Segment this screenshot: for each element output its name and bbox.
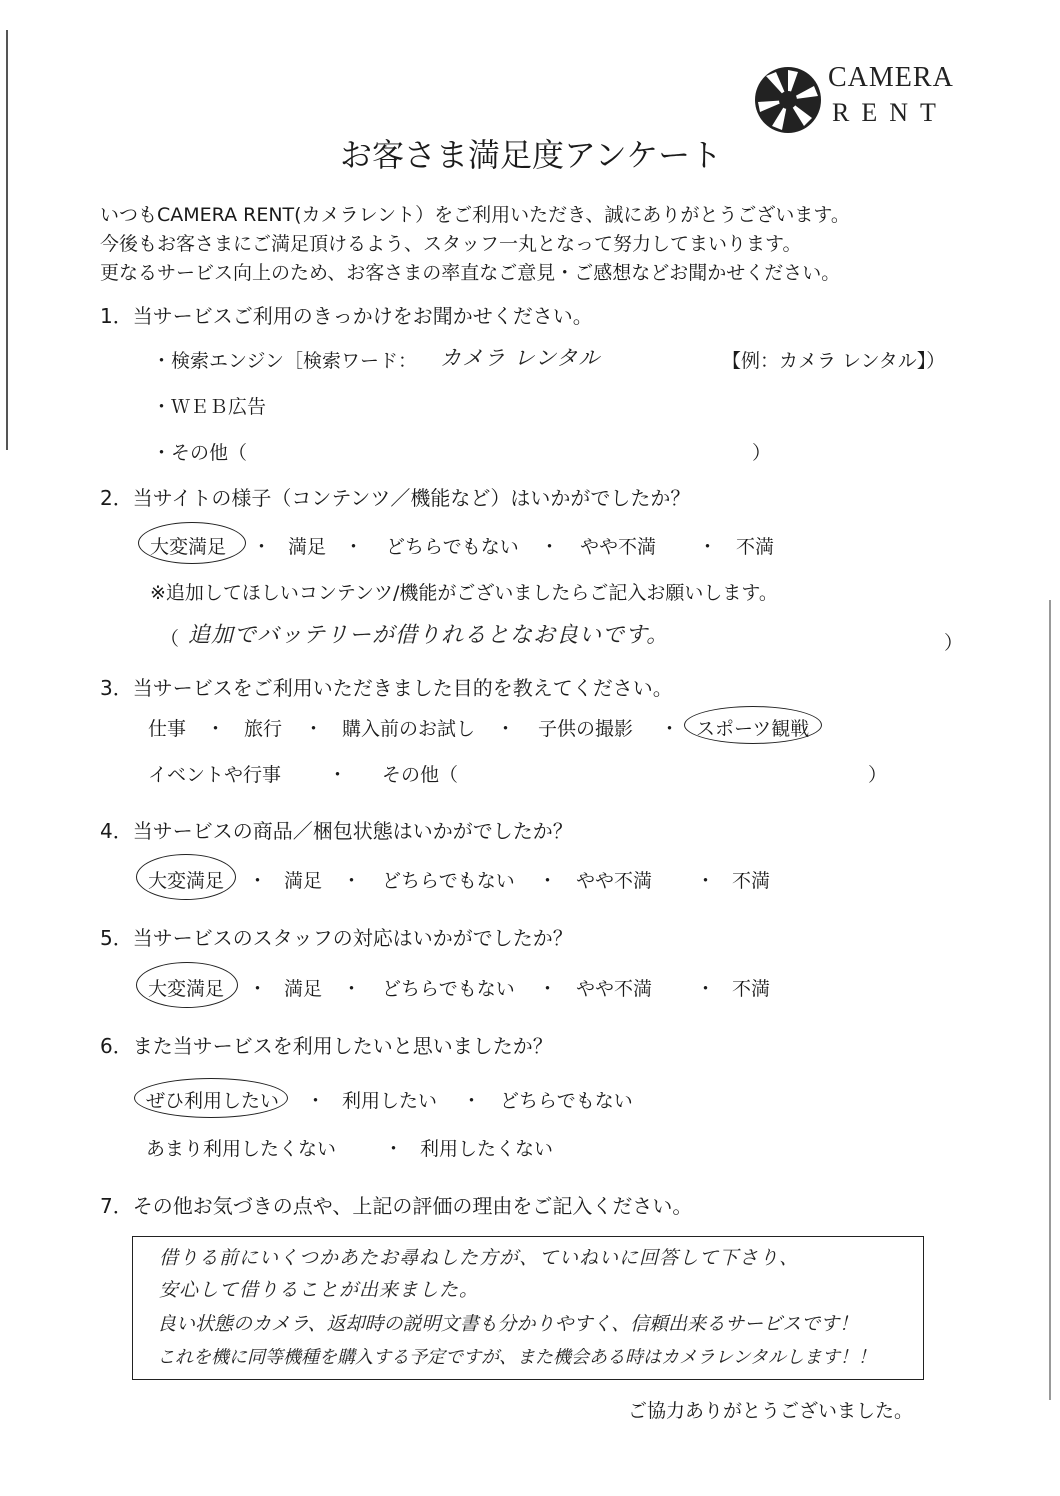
q3-sep-3: ・ bbox=[496, 718, 516, 740]
logo-brand-line1: CAMERA bbox=[828, 62, 954, 93]
q5-sep-1: ・ bbox=[248, 978, 268, 1000]
q1-option-web: ・ＷＥＢ広告 bbox=[152, 396, 267, 418]
q3-option-work: 仕事 bbox=[148, 718, 187, 740]
aperture-icon bbox=[752, 64, 824, 136]
q3-option-kids: 子供の撮影 bbox=[538, 718, 634, 740]
q4-sep-2: ・ bbox=[342, 870, 362, 892]
q2-option-neutral: どちらでもない bbox=[386, 536, 519, 558]
q7-answer-line-1: 借りる前にいくつかあたお尋ねした方が、ていねいに回答して下さり、 bbox=[159, 1247, 800, 1269]
q4-option-dissatisfied: 不満 bbox=[732, 870, 771, 892]
q4-sep-3: ・ bbox=[538, 870, 558, 892]
logo-brand-line2: RENT bbox=[832, 98, 948, 127]
q4-option-satisfied: 満足 bbox=[284, 870, 323, 892]
q1-other-close: ） bbox=[752, 442, 772, 464]
q2-sep-3: ・ bbox=[540, 536, 560, 558]
scan-edge-line-right bbox=[1049, 600, 1051, 1400]
q5-option-neutral: どちらでもない bbox=[382, 978, 515, 1000]
intro-line-2: 今後もお客さまにご満足頂けるよう、スタッフ一丸となって努力してまいります。 bbox=[100, 233, 802, 255]
q4-label: 4．当サービスの商品／梱包状態はいかがでしたか？ bbox=[100, 819, 573, 843]
q3-option-events: イベントや行事 bbox=[148, 764, 282, 786]
q6-selection-circle bbox=[134, 1078, 288, 1118]
q2-selection-circle bbox=[138, 522, 246, 564]
q7-answer-line-2: 安心して借りることが出来ました。 bbox=[159, 1279, 480, 1301]
q2-sep-4: ・ bbox=[698, 536, 718, 558]
q5-option-dissatisfied: 不満 bbox=[732, 978, 771, 1000]
q7-answer-line-3: 良い状態のカメラ、返却時の説明文書も分かりやすく、信頼出来るサービスです！ bbox=[157, 1313, 859, 1335]
q3-option-sports: スポーツ観戦 bbox=[696, 718, 810, 740]
q2-answer-open: （ bbox=[160, 628, 180, 650]
q1-search-example: 【例：カメラ レンタル】） bbox=[722, 350, 946, 372]
q2-option-very-satisfied: 大変満足 bbox=[150, 536, 227, 558]
q5-sep-3: ・ bbox=[538, 978, 558, 1000]
q1-label: 1．当サービスご利用のきっかけをお聞かせください。 bbox=[100, 304, 593, 328]
q6-option-not-really: あまり利用したくない bbox=[146, 1138, 337, 1160]
q6-sep-1: ・ bbox=[306, 1090, 326, 1112]
q4-sep-1: ・ bbox=[248, 870, 268, 892]
q7-answer-line-4: これを機に同等機種を購入する予定ですが、また機会ある時はカメラレンタルします！！ bbox=[157, 1347, 876, 1368]
q4-option-very-satisfied: 大変満足 bbox=[148, 870, 225, 892]
q2-answer-text: 追加でバッテリーが借りれるとなお良いです。 bbox=[188, 623, 670, 648]
q1-option-search: ・検索エンジン［検索ワード： bbox=[152, 350, 418, 372]
q2-sep-1: ・ bbox=[252, 536, 272, 558]
q1-option-other: ・その他（ bbox=[152, 442, 248, 464]
q3-sep-1: ・ bbox=[206, 718, 226, 740]
q2-sep-2: ・ bbox=[344, 536, 364, 558]
q3-option-other: その他（ bbox=[382, 764, 459, 786]
q1-search-answer: カメラ レンタル bbox=[440, 346, 601, 370]
scan-edge-line-left bbox=[6, 30, 8, 450]
q5-sep-2: ・ bbox=[342, 978, 362, 1000]
q3-option-travel: 旅行 bbox=[244, 718, 283, 740]
q6-option-neutral: どちらでもない bbox=[500, 1090, 633, 1112]
q3-sep-5: ・ bbox=[328, 764, 348, 786]
q2-answer-close: ） bbox=[944, 632, 964, 654]
q3-sep-2: ・ bbox=[304, 718, 324, 740]
q6-sep-2: ・ bbox=[462, 1090, 482, 1112]
page-title: お客さま満足度アンケート bbox=[340, 136, 723, 174]
q6-label: 6．また当サービスを利用したいと思いましたか？ bbox=[100, 1034, 553, 1058]
q4-option-somewhat-dissatisfied: やや不満 bbox=[576, 870, 653, 892]
q5-sep-4: ・ bbox=[696, 978, 716, 1000]
q3-sep-4: ・ bbox=[660, 718, 680, 740]
q6-option-no: 利用したくない bbox=[420, 1138, 554, 1160]
q2-label: 2．当サイトの様子（コンテンツ／機能など）はいかがでしたか？ bbox=[100, 486, 691, 510]
q2-option-dissatisfied: 不満 bbox=[736, 536, 775, 558]
q6-option-definitely: ぜひ利用したい bbox=[146, 1090, 280, 1112]
q5-option-satisfied: 満足 bbox=[284, 978, 323, 1000]
q5-option-somewhat-dissatisfied: やや不満 bbox=[576, 978, 653, 1000]
q3-option-trial: 購入前のお試し bbox=[342, 718, 476, 740]
q2-note: ※追加してほしいコンテンツ/機能がございましたらご記入お願いします。 bbox=[150, 582, 778, 604]
q5-selection-circle bbox=[136, 962, 238, 1008]
q5-option-very-satisfied: 大変満足 bbox=[148, 978, 225, 1000]
q4-sep-4: ・ bbox=[696, 870, 716, 892]
q6-sep-3: ・ bbox=[384, 1138, 404, 1160]
q3-selection-circle bbox=[684, 706, 822, 744]
intro-line-1: いつもCAMERA RENT(カメラレント）をご利用いただき、誠にありがとうございます。 bbox=[100, 204, 850, 226]
q2-option-somewhat-dissatisfied: やや不満 bbox=[580, 536, 657, 558]
closing-message: ご協力ありがとうございました。 bbox=[628, 1400, 914, 1422]
q6-option-yes: 利用したい bbox=[342, 1090, 438, 1112]
q3-other-close: ） bbox=[868, 764, 888, 786]
q7-label: 7．その他お気づきの点や、上記の評価の理由をご記入ください。 bbox=[100, 1194, 693, 1218]
logo bbox=[752, 60, 952, 140]
q3-label: 3．当サービスをご利用いただきました目的を教えてください。 bbox=[100, 676, 673, 700]
q4-selection-circle bbox=[136, 854, 236, 900]
intro-line-3: 更なるサービス向上のため、お客さまの率直なご意見・ご感想などお聞かせください。 bbox=[100, 262, 841, 284]
q7-answer-box bbox=[132, 1236, 924, 1380]
q5-label: 5．当サービスのスタッフの対応はいかがでしたか？ bbox=[100, 926, 573, 950]
q4-option-neutral: どちらでもない bbox=[382, 870, 515, 892]
q2-option-satisfied: 満足 bbox=[288, 536, 327, 558]
